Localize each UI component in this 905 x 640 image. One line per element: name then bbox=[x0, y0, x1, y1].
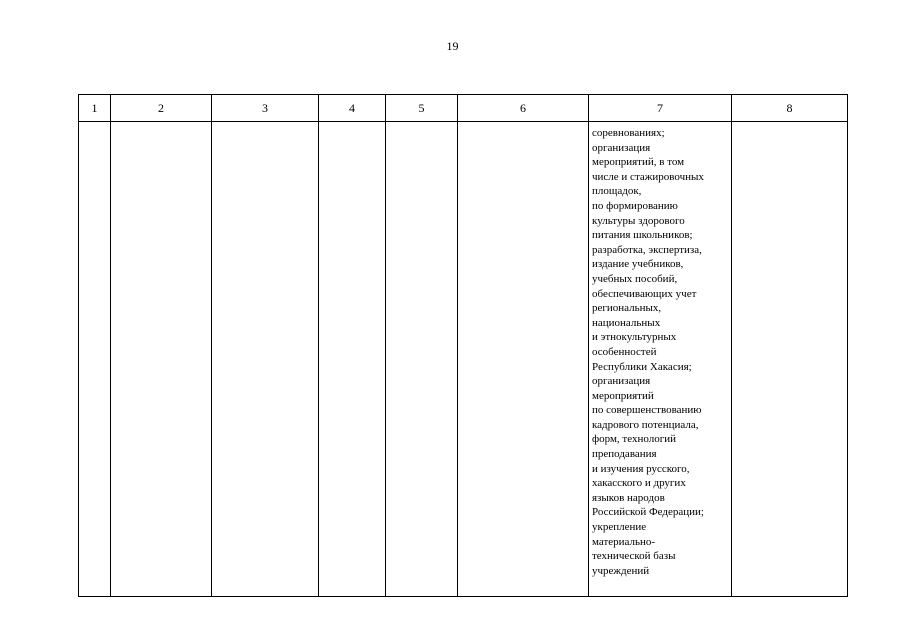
column-header-6: 6 bbox=[458, 95, 589, 122]
data-table bbox=[78, 94, 848, 597]
text-line: учебных пособий, bbox=[592, 272, 678, 285]
text-line: издание учебников, bbox=[592, 258, 684, 271]
text-line: обеспечивающих учет bbox=[592, 287, 697, 300]
text-line: Республики Хакасия; bbox=[592, 360, 692, 373]
cell-col-6 bbox=[458, 122, 589, 597]
cell-col-2 bbox=[111, 122, 212, 597]
text-line: и изучения русского, bbox=[592, 462, 690, 475]
text-line: разработка, экспертиза, bbox=[592, 243, 702, 256]
text-line: культуры здорового bbox=[592, 214, 685, 227]
text-line: национальных bbox=[592, 316, 661, 329]
table-row bbox=[79, 122, 848, 597]
text-line: организация bbox=[592, 141, 651, 154]
text-line: особенностей bbox=[592, 345, 657, 358]
cell-col-3 bbox=[212, 122, 319, 597]
cell-col-4 bbox=[319, 122, 386, 597]
column-header-5: 5 bbox=[386, 95, 458, 122]
text-line: материально- bbox=[592, 535, 656, 548]
cell-col-1 bbox=[79, 122, 111, 597]
column-header-8: 8 bbox=[732, 95, 848, 122]
text-line: языков народов bbox=[592, 491, 665, 504]
text-line: числе и стажировочных bbox=[592, 170, 704, 183]
text-line: кадрового потенциала, bbox=[592, 418, 699, 431]
text-line: соревнованиях; bbox=[592, 127, 665, 139]
text-line: форм, технологий bbox=[592, 433, 676, 446]
text-line: площадок, bbox=[592, 185, 642, 198]
cell-col-8 bbox=[732, 122, 848, 597]
header-row bbox=[79, 95, 848, 122]
text-line: организация bbox=[592, 375, 651, 388]
column-header-2: 2 bbox=[111, 95, 212, 122]
text-line: питания школьников; bbox=[592, 229, 693, 242]
text-line: преподавания bbox=[592, 448, 657, 461]
text-line: по формированию bbox=[592, 199, 678, 212]
column-header-3: 3 bbox=[212, 95, 319, 122]
column-header-1: 1 bbox=[79, 95, 111, 122]
column-header-4: 4 bbox=[319, 95, 386, 122]
text-line: по совершенствованию bbox=[592, 404, 702, 417]
text-line: мероприятий, в том bbox=[592, 156, 685, 169]
column-header-7: 7 bbox=[589, 95, 732, 122]
cell-col-7 bbox=[589, 122, 732, 597]
text-line: хакасского и других bbox=[592, 477, 686, 490]
text-line: региональных, bbox=[592, 302, 662, 315]
text-line: Российской Федерации; bbox=[592, 506, 704, 519]
cell-col-5 bbox=[386, 122, 458, 597]
page-number: 19 bbox=[446, 39, 459, 53]
text-line: мероприятий bbox=[592, 389, 654, 402]
text-line: укрепление bbox=[592, 521, 647, 534]
text-line: учреждений bbox=[592, 564, 650, 577]
text-line: технической базы bbox=[592, 550, 676, 563]
text-line: и этнокультурных bbox=[592, 331, 677, 344]
